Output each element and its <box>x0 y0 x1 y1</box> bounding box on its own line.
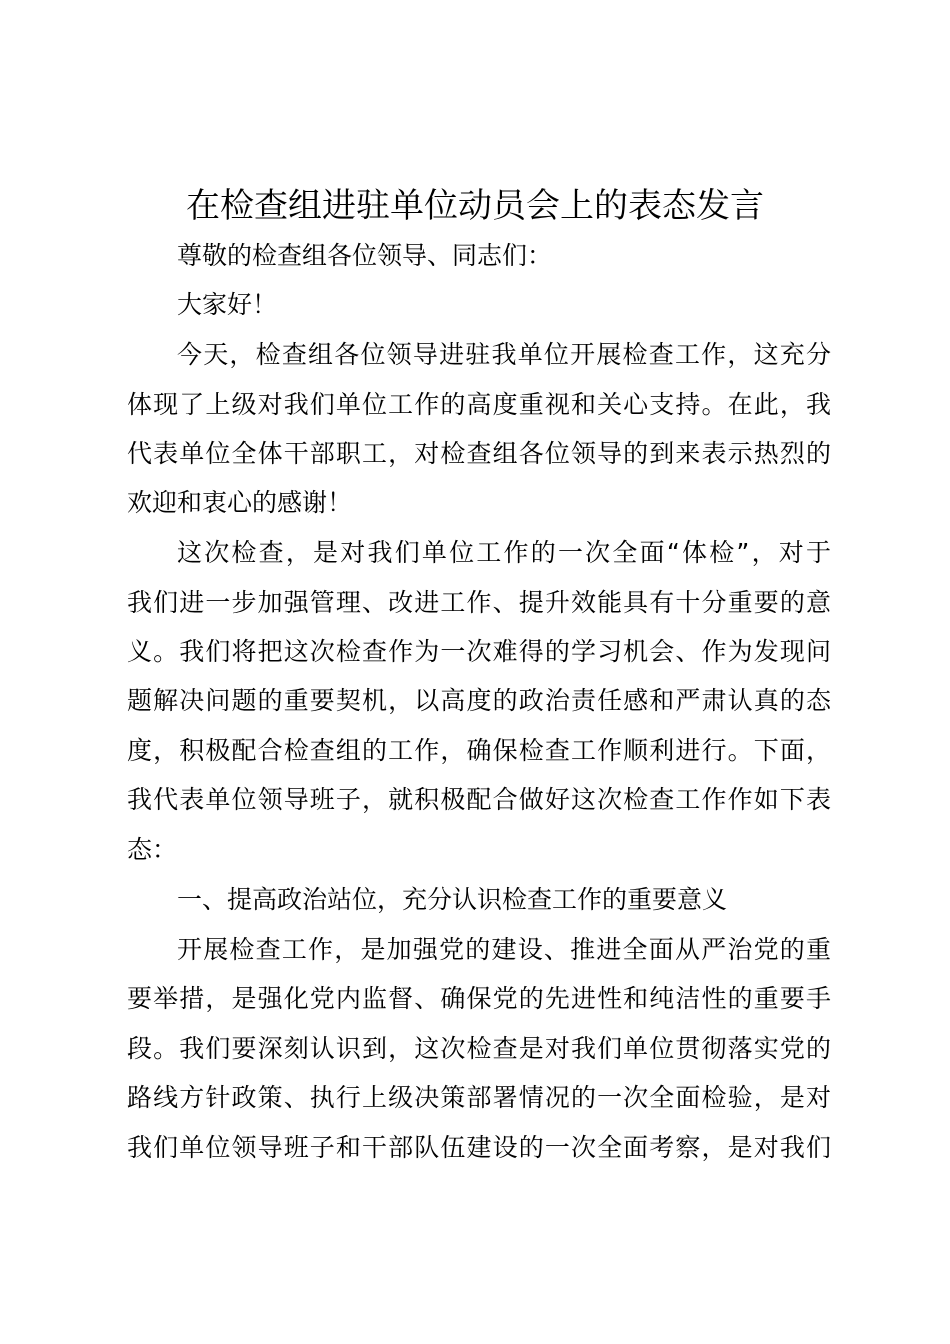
greeting: 大家好！ <box>177 290 278 319</box>
paragraph-3-line-4: 路线方针政策、执行上级决策部署情况的一次全面检验，是对 <box>127 1083 831 1112</box>
section-heading-1: 一、提高政治站位，充分认识检查工作的重要意义 <box>177 885 728 914</box>
paragraph-3-line-5: 我们单位领导班子和干部队伍建设的一次全面考察，是对我们 <box>127 1133 831 1162</box>
paragraph-2-line-4: 题解决问题的重要契机，以高度的政治责任感和严肃认真的态 <box>127 686 831 715</box>
paragraph-2-line-5: 度，积极配合检查组的工作，确保检查工作顺利进行。下面， <box>127 736 831 765</box>
paragraph-2-line-6: 我代表单位领导班子，就积极配合做好这次检查工作作如下表 <box>127 785 831 814</box>
paragraph-2-line-7: 态： <box>127 835 178 864</box>
paragraph-2-line-2: 我们进一步加强管理、改进工作、提升效能具有十分重要的意 <box>127 588 831 617</box>
paragraph-1-line-2: 体现了上级对我们单位工作的高度重视和关心支持。在此，我 <box>127 390 831 419</box>
paragraph-3-line-1: 开展检查工作，是加强党的建设、推进全面从严治党的重 <box>177 935 831 964</box>
paragraph-1-line-3: 代表单位全体干部职工，对检查组各位领导的到来表示热烈的 <box>127 439 831 468</box>
salutation: 尊敬的检查组各位领导、同志们： <box>177 241 553 270</box>
paragraph-2-line-3: 义。我们将把这次检查作为一次难得的学习机会、作为发现问 <box>127 637 831 666</box>
document-title: 在检查组进驻单位动员会上的表态发言 <box>186 186 764 226</box>
paragraph-3-line-2: 要举措，是强化党内监督、确保党的先进性和纯洁性的重要手 <box>127 984 831 1013</box>
paragraph-1-line-1: 今天，检查组各位领导进驻我单位开展检查工作，这充分 <box>177 340 831 369</box>
paragraph-2-line-1: 这次检查，是对我们单位工作的一次全面“体检”，对于 <box>177 538 831 567</box>
paragraph-3-line-3: 段。我们要深刻认识到，这次检查是对我们单位贯彻落实党的 <box>127 1034 831 1063</box>
paragraph-1-line-4: 欢迎和衷心的感谢！ <box>127 488 353 517</box>
